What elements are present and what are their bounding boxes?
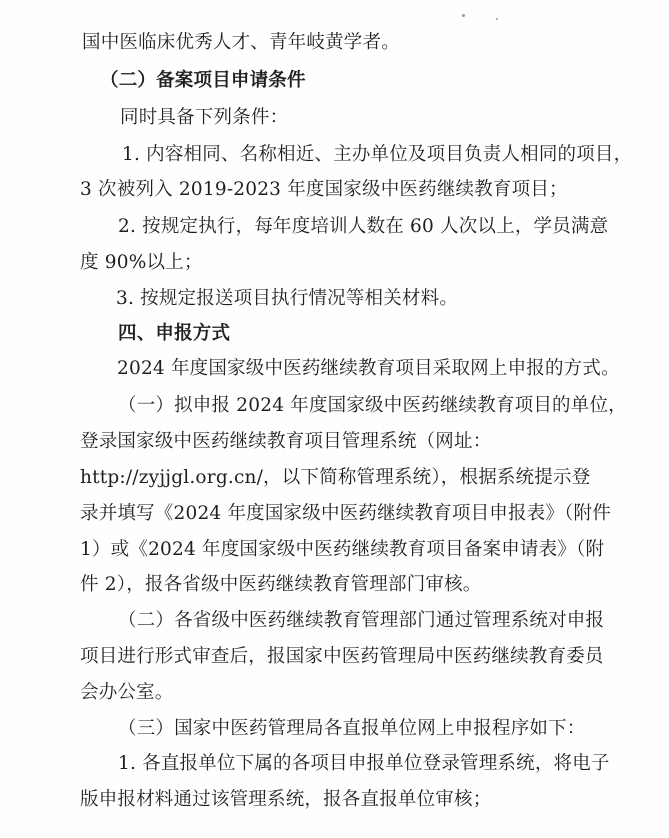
text-line: 1）或《2024 年度国家级中医药继续教育项目备案申请表》（附 — [80, 539, 605, 560]
text-line: 国中医临床优秀人才、青年岐黄学者。 — [82, 32, 400, 53]
text-line: （一）拟申报 2024 年度国家级中医药继续教育项目的单位， — [118, 395, 627, 416]
text-line: 会办公室。 — [80, 682, 174, 703]
text-line: 2. 按规定执行，每年度培训人数在 60 人次以上，学员满意 — [118, 216, 609, 237]
text-line: http://zyjjgl.org.cn/，以下简称管理系统），根据系统提示登 — [80, 467, 591, 488]
text-line: 录并填写《2024 年度国家级中医药继续教育项目申报表》（附件 — [80, 503, 611, 524]
text-line: （二）各省级中医药继续教育管理部门通过管理系统对申报 — [118, 610, 605, 631]
text-line: 件 2），报各省级中医药继续教育管理部门审核。 — [80, 574, 482, 595]
text-line: 1. 内容相同、名称相近、主办单位及项目负责人相同的项目， — [122, 144, 633, 165]
text-line: 版申报材料通过该管理系统，报各直报单位审核； — [80, 789, 492, 810]
text-line: （三）国家中医药管理局各直报单位网上申报程序如下： — [118, 718, 586, 739]
scan-speck — [496, 18, 498, 20]
text-line: 2024 年度国家级中医药继续教育项目采取网上申报的方式。 — [117, 358, 620, 379]
text-line: 度 90%以上； — [80, 252, 203, 273]
text-line: 1. 各直报单位下属的各项目申报单位登录管理系统，将电子 — [118, 753, 610, 774]
text-line: 3 次被列入 2019-2023 年度国家级中医药继续教育项目； — [80, 179, 568, 200]
text-line: 同时具备下列条件： — [120, 107, 289, 128]
text-line: 项目进行形式审查后，报国家中医药管理局中医药继续教育委员 — [80, 646, 604, 667]
scan-speck — [462, 14, 465, 17]
section-heading: 四、申报方式 — [118, 323, 231, 344]
section-heading: （二）备案项目申请条件 — [100, 70, 306, 91]
text-line: 3. 按规定报送项目执行情况等相关材料。 — [116, 288, 459, 309]
text-line: 登录国家级中医药继续教育项目管理系统（网址： — [80, 431, 492, 452]
